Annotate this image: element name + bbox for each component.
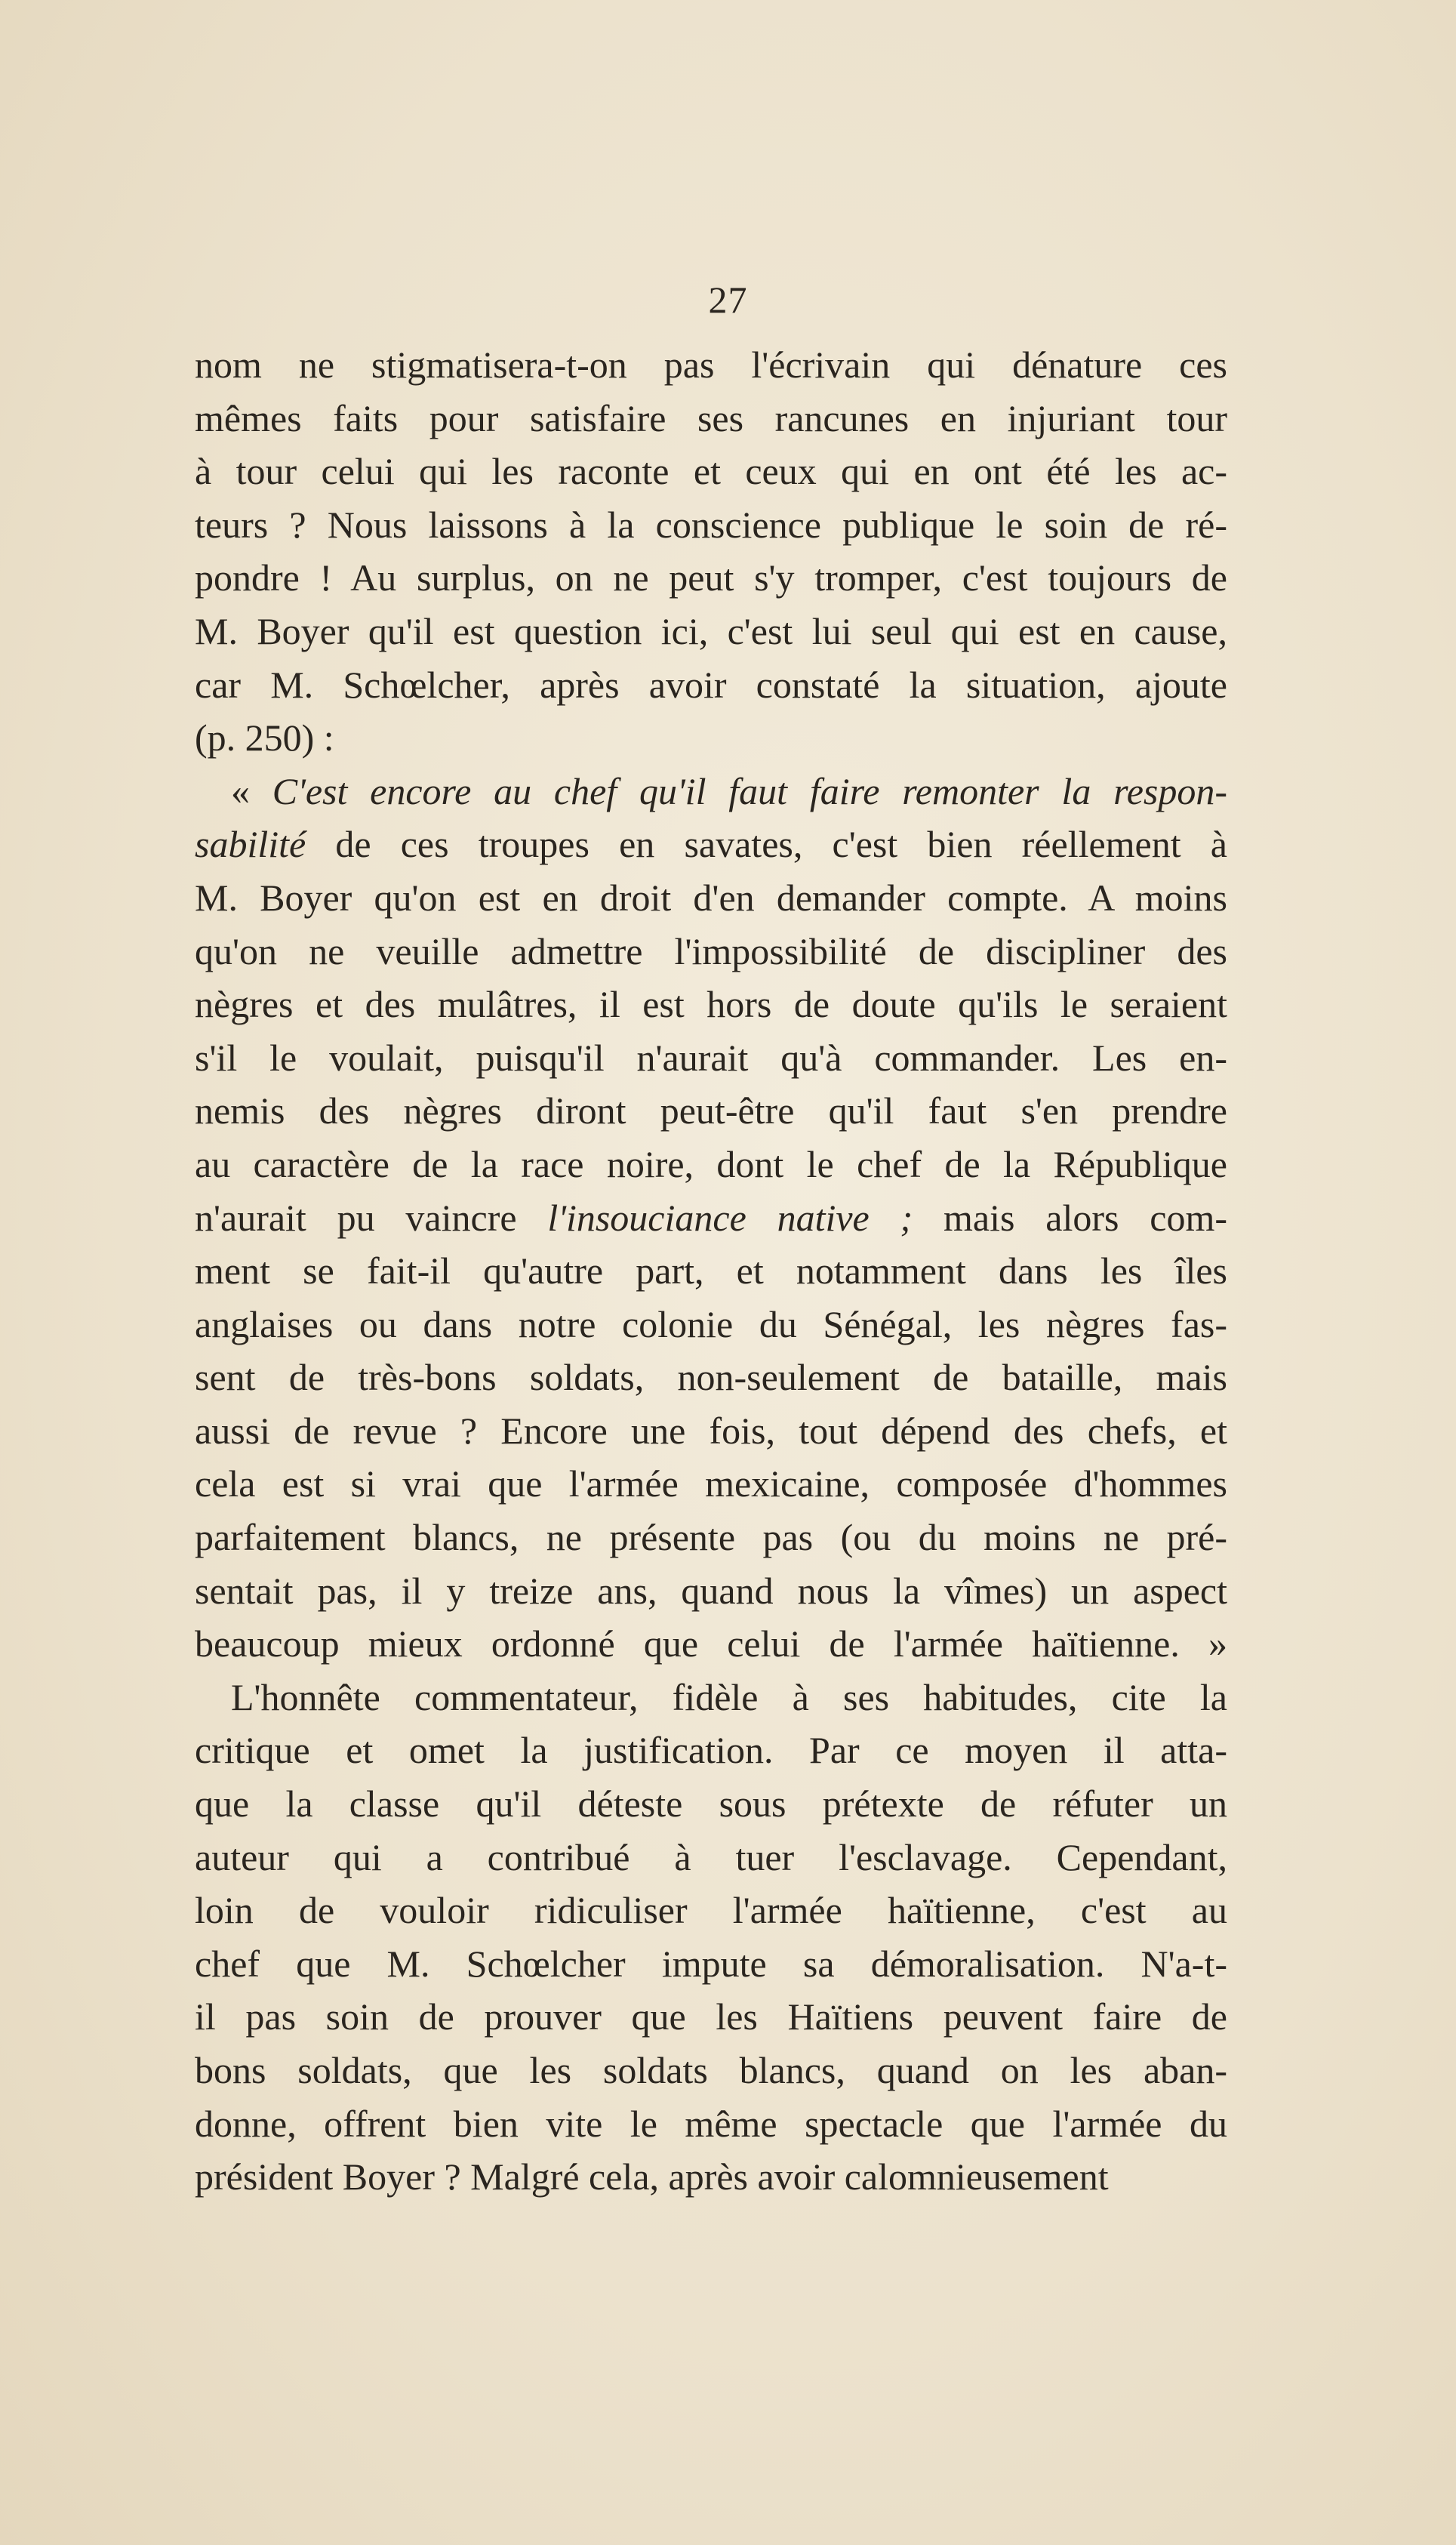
text-line — [195, 1457, 1227, 1511]
text-run: chef que M. Schœlcher impute sa démoralisation. N'a-t- — [195, 1942, 1227, 1985]
text-line — [195, 2150, 1227, 2204]
text-run: donne, offrent bien vite le même spectacle que l'armée du — [195, 2102, 1227, 2145]
text-line — [195, 1244, 1227, 1298]
text-line — [195, 765, 1227, 818]
text-line — [195, 1564, 1227, 1618]
text-line — [195, 1191, 1227, 1245]
text-run: de ces troupes en savates, c'est bien réellement à — [306, 823, 1227, 866]
text-line — [195, 1298, 1227, 1351]
text-line — [195, 605, 1227, 658]
text-run: parfaitement blancs, ne présente pas (ou du moins ne pré- — [195, 1516, 1227, 1559]
text-run: président Boyer ? Malgré cela, après avoir calomnieusement — [195, 2155, 1109, 2198]
text-line — [195, 445, 1227, 498]
text-run: bons soldats, que les soldats blancs, quand on les aban- — [195, 2049, 1227, 2091]
text-run: anglaises ou dans notre colonie du Sénégal, les nègres fas- — [195, 1302, 1227, 1345]
text-run: critique et omet la justification. Par ce moyen il atta- — [195, 1729, 1227, 1772]
text-line — [195, 1831, 1227, 1884]
text-run: mais alors com- — [913, 1196, 1227, 1239]
text-line — [195, 2044, 1227, 2097]
text-line — [195, 551, 1227, 605]
text-run: que la classe qu'il déteste sous prétexte de réfuter un — [195, 1782, 1227, 1826]
text-line — [195, 1351, 1227, 1404]
italic-text: C'est encore au chef qu'il faut faire remonter la respon- — [272, 769, 1227, 812]
text-run: (p. 250) : — [195, 716, 334, 759]
text-run: ment se fait-il qu'autre part, et notamment dans les îles — [195, 1249, 1227, 1293]
text-run: sentait pas, il y treize ans, quand nous la vîmes) un aspect — [195, 1569, 1227, 1612]
text-line — [195, 1777, 1227, 1831]
text-line — [195, 978, 1227, 1031]
text-line — [195, 818, 1227, 871]
text-line — [195, 2097, 1227, 2151]
text-line — [195, 1617, 1227, 1671]
text-run: beaucoup mieux ordonné que celui de l'armée haïtienne. » — [195, 1622, 1227, 1665]
text-line — [195, 1031, 1227, 1085]
text-run: auteur qui a contribué à tuer l'esclavage. Cependant, — [195, 1835, 1227, 1878]
text-line — [195, 498, 1227, 552]
text-run: cela est si vrai que l'armée mexicaine, composée d'hommes — [195, 1462, 1227, 1505]
text-run: sent de très-bons soldats, non-seulement de bataille, mais — [195, 1356, 1227, 1399]
text-run: aussi de revue ? Encore une fois, tout dépend des chefs, et — [195, 1409, 1227, 1452]
text-run: n'aurait pu vaincre — [195, 1196, 548, 1239]
text-line — [195, 925, 1227, 978]
text-run: L'honnête commentateur, fidèle à ses habitudes, cite la — [231, 1675, 1227, 1718]
text-line — [195, 1724, 1227, 1777]
text-line — [195, 1990, 1227, 2044]
italic-text: sabilité — [195, 823, 306, 866]
text-run: car M. Schœlcher, après avoir constaté la situation, ajoute — [195, 663, 1227, 706]
text-line — [195, 1937, 1227, 1991]
text-line — [195, 871, 1227, 925]
text-run: « — [231, 769, 272, 812]
text-run: qu'on ne veuille admettre l'impossibilité de discipliner des — [195, 929, 1227, 972]
text-run: teurs ? Nous laissons à la conscience publique le soin de ré- — [195, 503, 1227, 546]
page-number: 27 — [708, 279, 748, 321]
text-line — [195, 658, 1227, 712]
text-line — [195, 711, 1227, 765]
text-run: s'il le voulait, puisqu'il n'aurait qu'à commander. Les en- — [195, 1036, 1227, 1079]
text-run: M. Boyer qu'il est question ici, c'est lui seul qui est en cause, — [195, 609, 1227, 652]
body-text — [195, 338, 1227, 2204]
text-run: M. Boyer qu'on est en droit d'en demander compte. A moins — [195, 876, 1227, 919]
text-line — [195, 392, 1227, 445]
text-run: loin de vouloir ridiculiser l'armée haïtienne, c'est au — [195, 1889, 1227, 1932]
text-line — [195, 1511, 1227, 1564]
text-line — [195, 1884, 1227, 1937]
text-run: au caractère de la race noire, dont le chef de la République — [195, 1142, 1227, 1185]
text-run: pondre ! Au surplus, on ne peut s'y tromper, c'est toujours de — [195, 556, 1227, 599]
text-line — [195, 338, 1227, 392]
text-run: il pas soin de prouver que les Haïtiens peuvent faire de — [195, 1995, 1227, 2038]
text-line — [195, 1138, 1227, 1191]
text-line — [195, 1671, 1227, 1724]
text-line — [195, 1404, 1227, 1458]
text-run: nom ne stigmatisera-t-on pas l'écrivain qui dénature ces — [195, 344, 1227, 386]
text-line — [195, 1084, 1227, 1138]
text-run: nemis des nègres diront peut-être qu'il faut s'en prendre — [195, 1089, 1227, 1132]
text-run: nègres et des mulâtres, il est hors de doute qu'ils le seraient — [195, 983, 1227, 1026]
text-run: à tour celui qui les raconte et ceux qui en ont été les ac- — [195, 450, 1227, 493]
text-run: mêmes faits pour satisfaire ses rancunes en injuriant tour — [195, 396, 1227, 439]
italic-text: l'insouciance native ; — [547, 1196, 913, 1239]
